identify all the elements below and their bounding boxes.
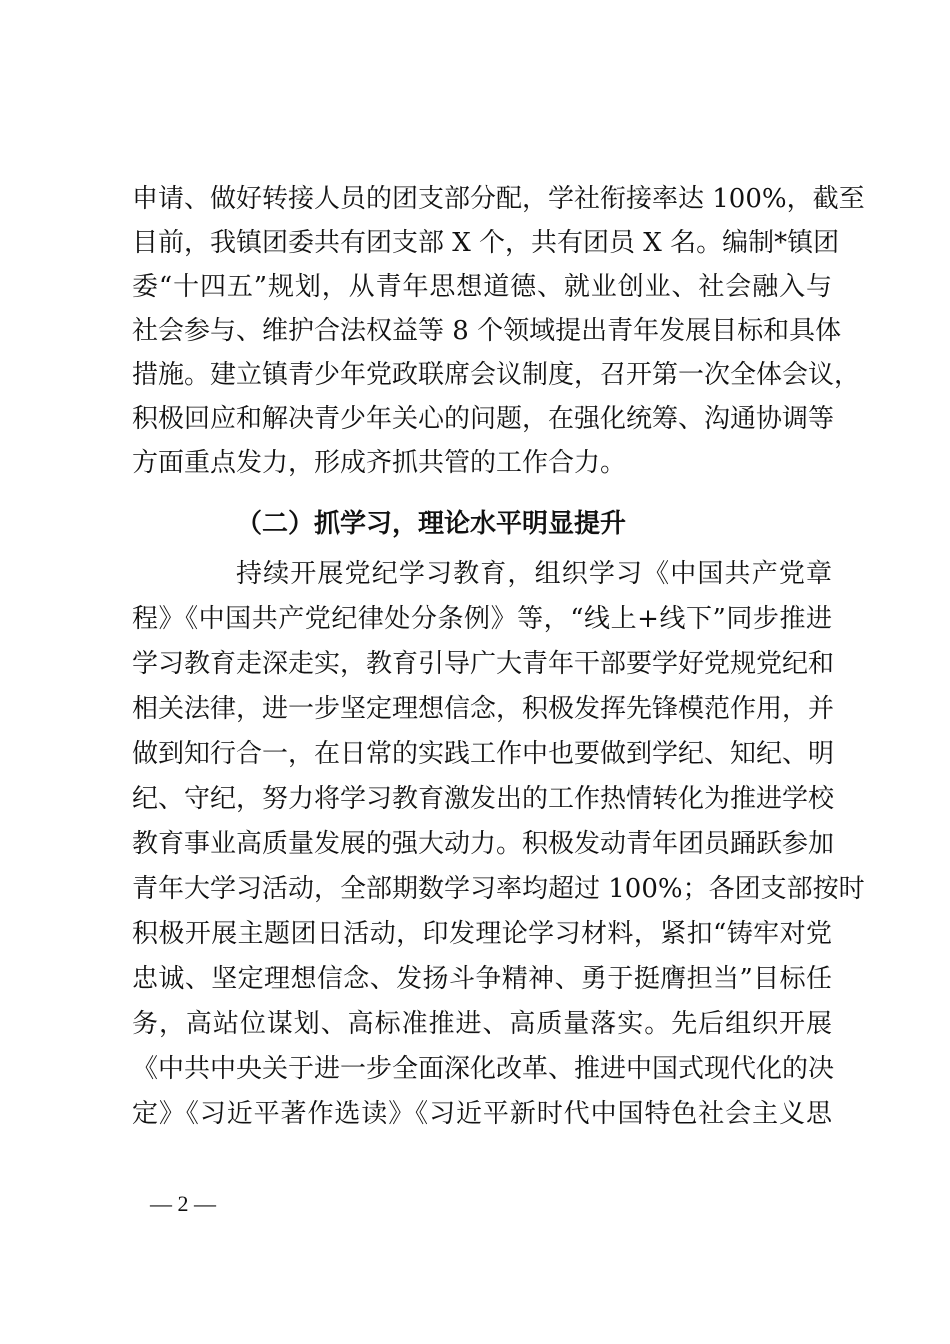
paragraph-2-line-10: 忠诚、坚定理想信念、发扬斗争精神、勇于挺膺担当”目标任: [132, 964, 832, 994]
paragraph-2-line-13: 定》《习近平著作选读》《习近平新时代中国特色社会主义思: [132, 1099, 832, 1129]
paragraph-2-line-11: 务，高站位谋划、高标准推进、高质量落实。先后组织开展: [132, 1009, 832, 1039]
paragraph-2-line-7: 教育事业高质量发展的强大动力。积极发动青年团员踊跃参加: [132, 829, 835, 859]
paragraph-2-line-6: 纪、守纪，努力将学习教育激发出的工作热情转化为推进学校: [132, 784, 835, 814]
section-heading: （二）抓学习，理论水平明显提升: [236, 509, 627, 539]
paragraph-2-line-9: 积极开展主题团日活动，印发理论学习材料，紧扣“铸牢对党: [132, 919, 832, 949]
paragraph-2-line-12: 《中共中央关于进一步全面深化改革、推进中国式现代化的决: [132, 1054, 835, 1084]
paragraph-1-line-2: 目前，我镇团委共有团支部 X 个，共有团员 X 名。编制*镇团: [132, 228, 840, 258]
paragraph-1-line-1: 申请、做好转接人员的团支部分配，学社衔接率达 100%，截至: [132, 184, 865, 214]
paragraph-2-line-5: 做到知行合一，在日常的实践工作中也要做到学纪、知纪、明: [132, 739, 835, 769]
paragraph-1-line-6: 积极回应和解决青少年关心的问题，在强化统筹、沟通协调等: [132, 404, 835, 434]
paragraph-2-line-3: 学习教育走深走实，教育引导广大青年干部要学好党规党纪和: [132, 649, 835, 679]
paragraph-1-line-5: 措施。建立镇青少年党政联席会议制度，召开第一次全体会议，: [132, 360, 861, 390]
paragraph-1-line-7: 方面重点发力，形成齐抓共管的工作合力。: [132, 448, 627, 478]
paragraph-2-line-4: 相关法律，进一步坚定理想信念，积极发挥先锋模范作用，并: [132, 694, 835, 724]
page-number: — 2 —: [150, 1191, 216, 1216]
paragraph-2-line-1: 持续开展党纪学习教育，组织学习《中国共产党章: [236, 559, 832, 589]
paragraph-1-line-4: 社会参与、维护合法权益等 8 个领域提出青年发展目标和具体: [132, 316, 842, 346]
paragraph-2-line-2: 程》《中国共产党纪律处分条例》等，“线上+线下”同步推进: [132, 604, 832, 634]
paragraph-2-line-8: 青年大学习活动，全部期数学习率均超过 100%；各团支部按时: [132, 874, 865, 904]
paragraph-1-line-3: 委“十四五”规划，从青年思想道德、就业创业、社会融入与: [132, 272, 832, 302]
